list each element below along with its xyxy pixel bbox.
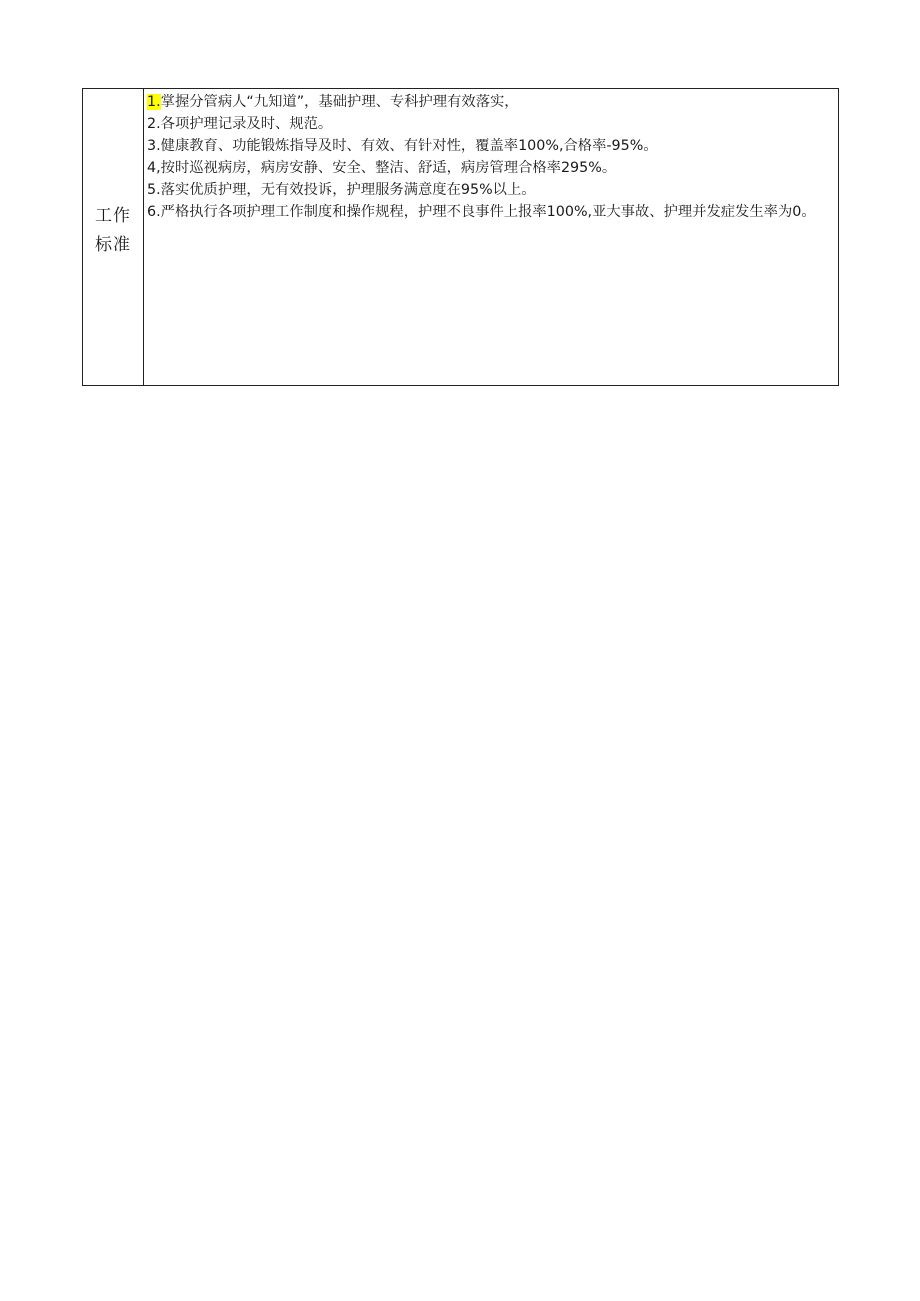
standard-number-4: 4,	[147, 160, 161, 176]
standard-item-1	[147, 91, 834, 113]
standard-number-3: 3.	[147, 138, 161, 154]
standard-item-5	[147, 179, 834, 201]
standard-number-5: 5.	[147, 182, 161, 198]
standard-number-2: 2.	[147, 116, 161, 132]
work-standards-table	[82, 88, 839, 386]
standard-text-3: 健康教育、功能锻炼指导及时、有效、有针对性，覆盖率100%,合格率-95%。	[160, 138, 658, 154]
standard-item-6	[147, 201, 834, 223]
standard-item-2	[147, 113, 834, 135]
standard-text-5: 落实优质护理，无有效投诉，护理服务满意度在95%以上。	[160, 182, 536, 198]
section-label-cell	[83, 89, 144, 385]
standard-item-4	[147, 157, 834, 179]
standard-item-3	[147, 135, 834, 157]
standard-text-2: 各项护理记录及时、规范。	[160, 116, 333, 132]
standard-number-1: 1.	[147, 94, 161, 110]
standard-text-4: 按时巡视病房，病房安静、安全、整洁、舒适，病房管理合格率295%。	[160, 160, 617, 176]
section-label-line1: 工作	[95, 206, 131, 226]
standard-text-1: 掌握分管病人“九知道”，基础护理、专科护理有效落实，	[160, 94, 519, 110]
standard-text-6: 严格执行各项护理工作制度和操作规程，护理不良事件上报率100%,亚大事故、护理并发症发生率为0。	[160, 204, 816, 220]
standards-content-cell[interactable]	[144, 89, 838, 385]
section-label-line2: 标准	[95, 235, 131, 255]
standard-number-6: 6.	[147, 204, 161, 220]
